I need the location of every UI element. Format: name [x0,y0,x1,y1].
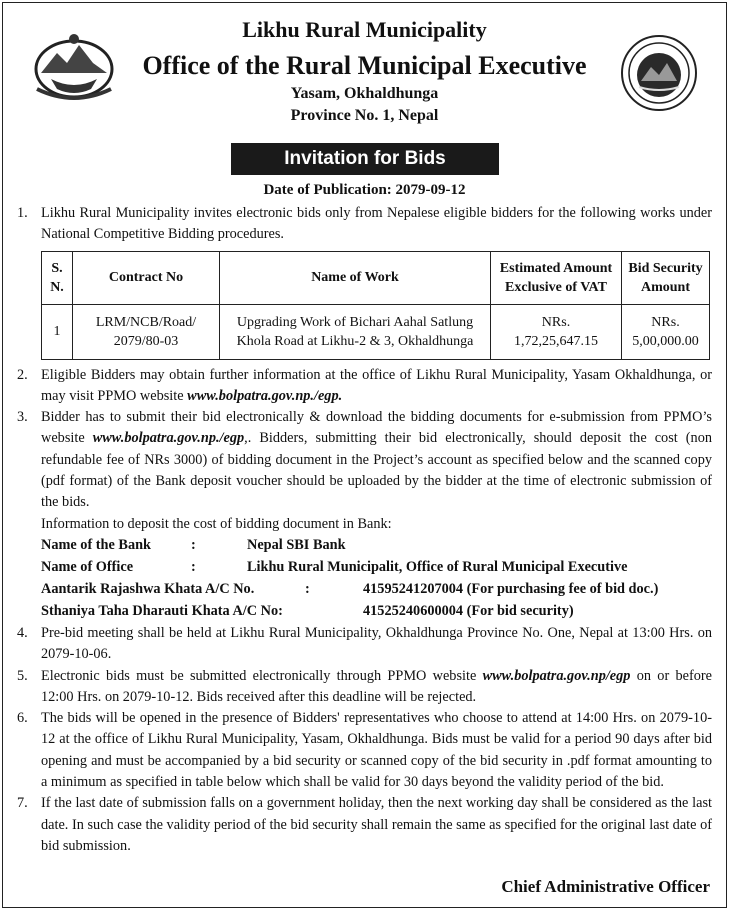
address: Yasam, Okhaldhunga [290,85,439,102]
letterhead [3,3,726,143]
item-text [41,407,712,535]
item-text-part: Eligible Bidders may obtain further information at the office of Likhu Rural Municipality, Yasam Okhaldhunga, or may visit PPMO website [41,366,712,404]
office-name: Office of the Rural Municipal Executive [142,51,587,80]
item-number: 3. [17,409,28,426]
item-number: 1. [17,205,28,221]
khata2-row [41,601,712,623]
item-text-part: Bidder has to submit their bid electronically & download the bidding documents for e-submission from PPMO’s website [41,409,712,447]
header-security: Bid Security Amount [622,251,710,304]
bank-info-intro: Information to deposit the cost of bidding document in Bank: [41,515,392,532]
estimate-currency: NRs. [541,314,571,330]
bank-label: Name of the Bank [41,537,152,554]
cell-sn: 1 [42,304,73,359]
notice-item-1 [17,203,712,246]
item-number: 2. [17,366,28,383]
notice-body [17,203,712,857]
ppmo-link[interactable]: www.bolpatra.gov.np./egp [92,430,245,447]
item-text [41,666,712,709]
khata1-row [41,579,712,601]
notice-item-2 [17,365,712,408]
works-table [41,251,710,360]
item-number: 6. [17,710,28,727]
bank-row [41,535,712,557]
item-number: 5. [17,667,28,684]
item-number: 4. [17,624,28,641]
khata2-label: Sthaniya Taha Dharauti Khata A/C No: [41,603,283,620]
office-row [41,557,712,579]
table-row [42,304,710,359]
publication-date: Date of Publication: 2079-09-12 [263,182,466,198]
cell-security [622,304,710,359]
item-text: The bids will be opened in the presence of Bidders' representatives who choose to attend at 14:00 Hrs. on 2079-10-12 at the office of Likhu Rural Municipality, Yasam, Okhaldhunga. Bids must be valid for a period 90 days after bid opening and must be accompanied by a bid security or scanned copy of the bid security in .pdf format amounting to a minimum as specified in table below which shall be valid for 30 days beyond the validity period of the bid. [41,710,712,791]
colon: : [191,559,196,576]
security-currency: NRs. [651,314,680,330]
notice-item-7 [17,793,712,857]
khata2-value: 41525240600004 (For bid security) [363,603,574,620]
item-text [41,365,712,408]
item-text: Likhu Rural Municipality invites electronic bids only from Nepalese eligible bidders for the following works under National Competitive Bidding procedures. [41,205,712,243]
notice-item-6 [17,708,712,793]
item-text-part: ,. Bidders, submitting their bid electronically, should deposit the cost (non refundable fee of NRs 3000) of bidding document in the Project’s account as specified below and the scanned copy (pdf format) of the Bank deposit voucher should be uploaded by the bidder at the time of electronic submission of the bids. [41,430,712,511]
header-sn: S. N. [42,251,73,304]
cell-contract: LRM/NCB/Road/ 2079/80-03 [73,304,220,359]
header-work: Name of Work [220,251,491,304]
signatory-title: Chief Administrative Officer [501,877,710,896]
cell-work: Upgrading Work of Bichari Aahal Satlung Khola Road at Likhu-2 & 3, Okhaldhunga [220,304,491,359]
header-contract: Contract No [73,251,220,304]
municipality-name: Likhu Rural Municipality [242,17,487,42]
colon: : [191,537,196,554]
notice-item-4 [17,623,712,666]
estimate-value: 1,72,25,647.15 [514,333,598,349]
colon: : [305,581,310,598]
office-value: Likhu Rural Municipalit, Office of Rural Municipal Executive [247,559,628,576]
invitation-banner: Invitation for Bids [231,143,499,175]
khata1-label: Aantarik Rajashwa Khata A/C No. [41,581,255,598]
bank-value: Nepal SBI Bank [247,537,346,554]
notice-item-3 [17,407,712,535]
item-text: If the last date of submission falls on a government holiday, then the next working day shall be considered as the last date. In such case the validity period of the bid security shall remain the same as specified for the original last date of bid submission. [41,795,712,854]
item-number: 7. [17,795,28,812]
office-label: Name of Office [41,559,134,576]
ppmo-link[interactable]: www.bolpatra.gov.np./egp. [187,387,343,404]
item-text-part: on or before 12:00 Hrs. on 2079-10-12. Bids received after this deadline will be rejected. [41,667,712,705]
notice-page [2,2,727,908]
ppmo-link[interactable]: www.bolpatra.gov.np/egp [482,667,631,684]
bank-details [41,535,712,623]
security-value: 5,00,000.00 [632,333,699,349]
item-text-part: Electronic bids must be submitted electronically through PPMO website [41,667,483,684]
table-header-row [42,251,710,304]
cell-estimate [491,304,622,359]
khata1-value: 41595241207004 (For purchasing fee of bid doc.) [363,581,659,598]
header-estimate: Estimated Amount Exclusive of VAT [491,251,622,304]
municipality-seal-icon [619,33,699,113]
notice-item-5 [17,666,712,709]
item-text: Pre-bid meeting shall be held at Likhu Rural Municipality, Okhaldhunga Province No. One, Nepal at 13:00 Hrs. on 2079-10-06. [41,624,712,663]
province: Province No. 1, Nepal [290,107,439,124]
